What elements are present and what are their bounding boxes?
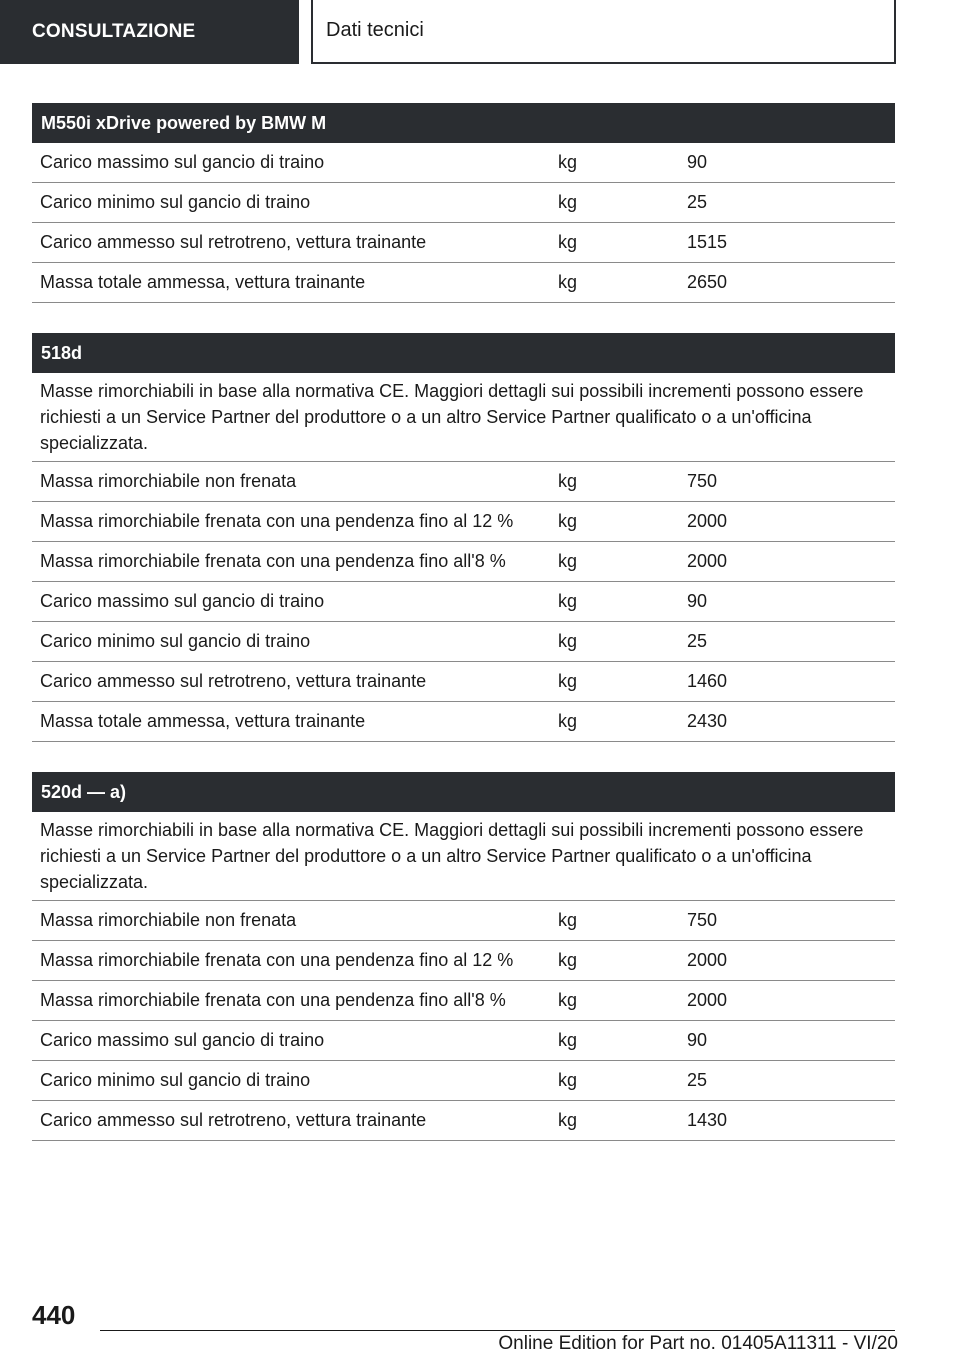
spec-content xyxy=(32,103,895,1171)
table-title: M550i xDrive powered by BMW M xyxy=(32,103,895,143)
row-value: 2000 xyxy=(687,511,728,531)
row-label: Massa rimorchiabile non frenata xyxy=(40,471,297,491)
table-row xyxy=(32,941,895,981)
row-value: 25 xyxy=(687,192,708,212)
row-label: Carico massimo sul gancio di traino xyxy=(40,1030,325,1050)
row-unit: kg xyxy=(558,511,578,531)
row-value: 1460 xyxy=(687,671,728,691)
table-row xyxy=(32,1061,895,1101)
row-unit: kg xyxy=(558,152,578,172)
row-label: Massa rimorchiabile frenata con una pendenza fino al 12 % xyxy=(40,511,514,531)
row-unit: kg xyxy=(558,990,578,1010)
row-value: 25 xyxy=(687,631,708,651)
row-label: Massa totale ammessa, vettura trainante xyxy=(40,711,366,731)
row-unit: kg xyxy=(558,272,578,292)
row-value: 25 xyxy=(687,1070,708,1090)
table-row xyxy=(32,502,895,542)
page-number: 440 xyxy=(32,1300,76,1330)
table-row xyxy=(32,981,895,1021)
table-row xyxy=(32,183,895,223)
edition-text: Online Edition for Part no. 01405A11311 - VI/20 xyxy=(498,1333,898,1354)
row-label: Massa totale ammessa, vettura trainante xyxy=(40,272,366,292)
table-note: Masse rimorchiabili in base alla normativa CE. Maggiori dettagli sui possibili incrementi possono essere richiesti a un Service Partner del produttore o a un altro Service Partner qualificato o a un'officina specializzata. xyxy=(32,812,895,901)
row-value: 750 xyxy=(687,910,718,930)
spec-table xyxy=(32,772,895,1141)
section-tab: CONSULTAZIONE xyxy=(0,0,299,64)
row-label: Massa rimorchiabile non frenata xyxy=(40,910,297,930)
table-row xyxy=(32,143,895,183)
row-label: Massa rimorchiabile frenata con una pendenza fino all'8 % xyxy=(40,990,506,1010)
table-row xyxy=(32,462,895,502)
row-label: Carico minimo sul gancio di traino xyxy=(40,631,311,651)
table-row xyxy=(32,1101,895,1141)
table-row xyxy=(32,622,895,662)
row-unit: kg xyxy=(558,471,578,491)
row-label: Carico minimo sul gancio di traino xyxy=(40,192,311,212)
row-unit: kg xyxy=(558,910,578,930)
spec-table xyxy=(32,103,895,303)
row-unit: kg xyxy=(558,631,578,651)
row-value: 90 xyxy=(687,1030,708,1050)
table-row xyxy=(32,542,895,582)
row-unit: kg xyxy=(558,1030,578,1050)
table-row xyxy=(32,1021,895,1061)
row-unit: kg xyxy=(558,1110,578,1130)
table-title: 518d xyxy=(32,333,895,373)
table-title: 520d — a) xyxy=(32,772,895,812)
chapter-tab: Dati tecnici xyxy=(311,0,896,64)
spec-table xyxy=(32,333,895,742)
row-unit: kg xyxy=(558,551,578,571)
row-value: 2000 xyxy=(687,950,728,970)
table-note: Masse rimorchiabili in base alla normativa CE. Maggiori dettagli sui possibili incrementi possono essere richiesti a un Service Partner del produttore o a un altro Service Partner qualificato o a un'officina specializzata. xyxy=(32,373,895,462)
row-unit: kg xyxy=(558,192,578,212)
row-value: 1430 xyxy=(687,1110,728,1130)
row-unit: kg xyxy=(558,591,578,611)
row-label: Carico massimo sul gancio di traino xyxy=(40,152,325,172)
row-value: 2430 xyxy=(687,711,728,731)
row-value: 2650 xyxy=(687,272,728,292)
table-row xyxy=(32,662,895,702)
row-label: Carico minimo sul gancio di traino xyxy=(40,1070,311,1090)
row-unit: kg xyxy=(558,711,578,731)
row-unit: kg xyxy=(558,1070,578,1090)
row-value: 750 xyxy=(687,471,718,491)
page-header xyxy=(0,0,960,66)
row-unit: kg xyxy=(558,671,578,691)
row-value: 1515 xyxy=(687,232,728,252)
table-row xyxy=(32,582,895,622)
row-label: Massa rimorchiabile frenata con una pendenza fino al 12 % xyxy=(40,950,514,970)
table-row xyxy=(32,702,895,742)
table-row xyxy=(32,263,895,303)
row-label: Carico ammesso sul retrotreno, vettura trainante xyxy=(40,1110,427,1130)
table-row xyxy=(32,901,895,941)
row-label: Carico massimo sul gancio di traino xyxy=(40,591,325,611)
row-value: 2000 xyxy=(687,551,728,571)
row-value: 90 xyxy=(687,152,708,172)
row-label: Carico ammesso sul retrotreno, vettura trainante xyxy=(40,671,427,691)
row-unit: kg xyxy=(558,950,578,970)
row-label: Carico ammesso sul retrotreno, vettura trainante xyxy=(40,232,427,252)
row-unit: kg xyxy=(558,232,578,252)
row-value: 2000 xyxy=(687,990,728,1010)
table-row xyxy=(32,223,895,263)
row-value: 90 xyxy=(687,591,708,611)
footer-divider xyxy=(100,1330,895,1331)
row-label: Massa rimorchiabile frenata con una pendenza fino all'8 % xyxy=(40,551,506,571)
